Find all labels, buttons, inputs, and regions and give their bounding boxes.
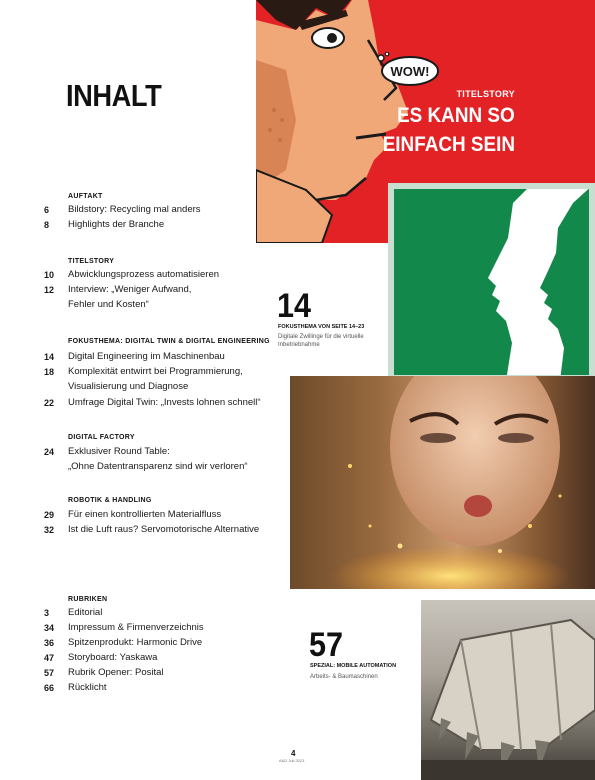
toc-title: Abwicklungsprozess automatisieren	[68, 269, 220, 280]
cover-story-kicker: TITELSTORY	[456, 89, 515, 99]
feature-description	[278, 333, 364, 349]
toc-title: Editorial	[68, 607, 103, 618]
toc-title: Digital Engineering im Maschinenbau	[68, 351, 225, 362]
toc-item[interactable]	[44, 666, 278, 681]
toc-item[interactable]	[44, 636, 278, 651]
toc-page: 14	[44, 352, 55, 362]
toc-item[interactable]	[44, 681, 278, 696]
section-label: ROBOTIK & HANDLING	[68, 497, 152, 504]
toc-item[interactable]	[44, 606, 278, 621]
toc-item[interactable]	[44, 651, 278, 666]
toc-item[interactable]	[44, 445, 278, 474]
section-label: TITELSTORY	[68, 258, 115, 265]
toc-title	[68, 283, 278, 312]
wow-speech-bubble	[376, 52, 440, 90]
toc-page: 34	[44, 623, 55, 633]
woman-blowing-sparkles-photo[interactable]	[290, 376, 595, 589]
toc-item[interactable]	[44, 621, 278, 636]
toc-title: Spitzenprodukt: Harmonic Drive	[68, 637, 203, 648]
toc-title	[68, 445, 278, 474]
section-label: DIGITAL FACTORY	[68, 434, 135, 441]
toc-item[interactable]	[44, 268, 278, 283]
toc-title: Rücklicht	[68, 682, 107, 693]
toc-page: 10	[44, 270, 55, 280]
toc-title: Highlights der Branche	[68, 219, 165, 230]
toc-page: 29	[44, 510, 55, 520]
feature-description-line: Digitale Zwillinge für die virtuelle	[278, 334, 364, 340]
toc-title: Bildstory: Recycling mal anders	[68, 204, 201, 215]
toc-item[interactable]	[44, 523, 278, 538]
toc-title-line: Interview: „Weniger Aufwand,	[68, 284, 192, 295]
toc-title-line: „Ohne Datentransparenz sind wir verloren“	[68, 460, 248, 472]
toc-page: 57	[44, 668, 55, 678]
toc-page: 8	[44, 220, 50, 230]
toc-title: Impressum & Firmenverzeichnis	[68, 622, 204, 633]
section-label: RUBRIKEN	[68, 596, 108, 603]
toc-title-line: Visualisierung und Diagnose	[68, 380, 189, 392]
photo-illustration	[421, 600, 595, 780]
toc-title	[68, 365, 278, 394]
toc-item[interactable]	[44, 396, 278, 411]
toc-title: Umfrage Digital Twin: „Invests lohnen schnell“	[68, 397, 261, 408]
feature-page-number[interactable]: 14	[277, 287, 312, 325]
toc-item[interactable]	[44, 218, 278, 233]
toc-title: Rubrik Opener: Posital	[68, 667, 164, 678]
cover-story-title-line: EINFACH SEIN	[382, 133, 515, 156]
feature-description-line: Inbetriebnahme	[278, 342, 320, 348]
toc-page: 24	[44, 447, 55, 457]
page-title: INHALT	[66, 78, 162, 113]
feature-label: FOKUSTHEMA VON SEITE 14–23	[278, 324, 365, 330]
excavator-bucket-photo[interactable]	[421, 600, 595, 780]
toc-page: 66	[44, 683, 55, 693]
toc-page: 6	[44, 205, 50, 215]
section-label: AUFTAKT	[68, 193, 103, 200]
toc-page: 22	[44, 398, 55, 408]
toc-page: 3	[44, 608, 50, 618]
feature-label: SPEZIAL: MOBILE AUTOMATION	[310, 663, 397, 669]
toc-page: 47	[44, 653, 55, 663]
toc-item[interactable]	[44, 283, 278, 312]
section-label: FOKUSTHEMA: DIGITAL TWIN & DIGITAL ENGINEERING	[68, 338, 270, 345]
toc-page: 32	[44, 525, 55, 535]
toc-page: 12	[44, 285, 55, 295]
toc-title-line: Komplexität entwirrt bei Programmierung,	[68, 366, 243, 377]
toc-item[interactable]	[44, 203, 278, 218]
photo-illustration	[290, 376, 595, 589]
toc-title: Für einen kontrollierten Materialfluss	[68, 509, 222, 520]
page-number: 4	[291, 749, 296, 758]
feature-description: Arbeits- & Baumaschinen	[310, 674, 378, 680]
feature-page-number[interactable]: 57	[309, 626, 344, 664]
toc-page: 36	[44, 638, 55, 648]
toc-title-line: Fehler und Kosten“	[68, 298, 149, 310]
toc-title-line: Exklusiver Round Table:	[68, 446, 170, 457]
image-frame	[388, 183, 595, 381]
toc-item[interactable]	[44, 508, 278, 523]
toc-title: Ist die Luft raus? Servomotorische Alternative	[68, 524, 260, 535]
issue-info: A&D Juli 2023	[279, 758, 305, 763]
toc-item[interactable]	[44, 365, 278, 394]
toc-page: 18	[44, 367, 55, 377]
cover-story-title-line: ES KANN SO	[397, 104, 515, 127]
toc-item[interactable]	[44, 350, 278, 365]
bubble-text: WOW!	[390, 64, 430, 79]
toc-title: Storyboard: Yaskawa	[68, 652, 158, 663]
